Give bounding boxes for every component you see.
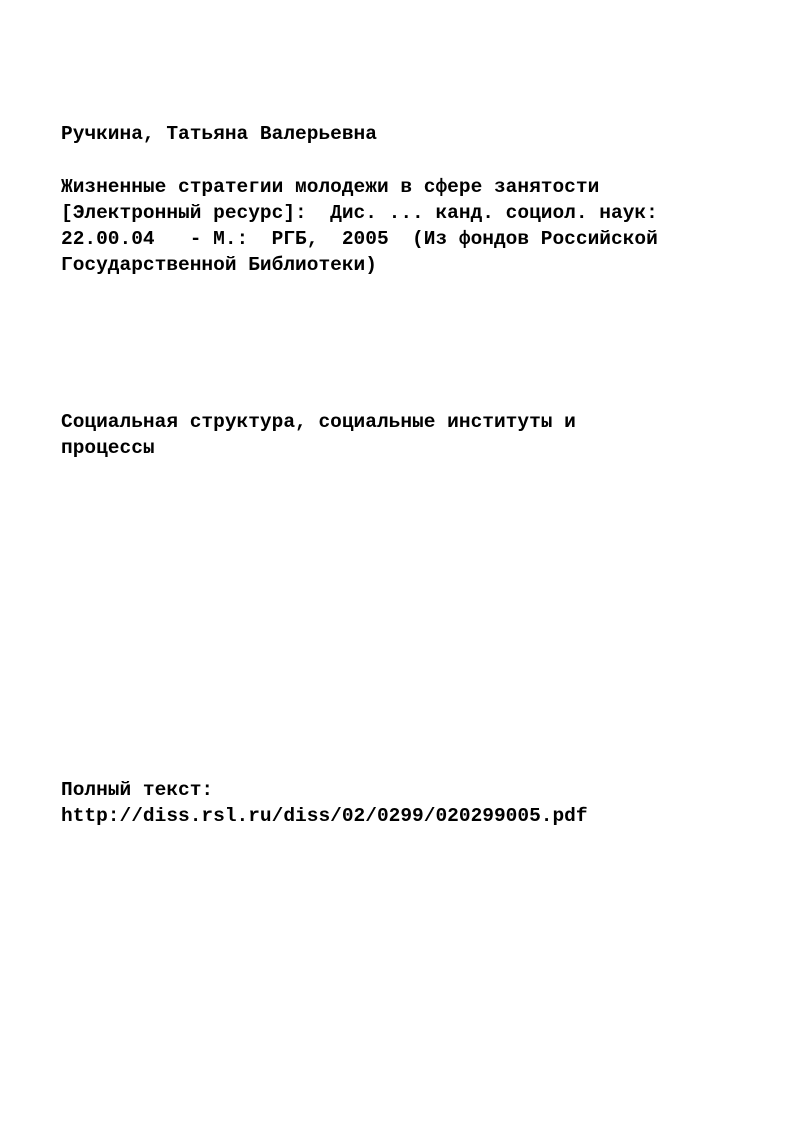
author-name [61, 121, 761, 147]
title-line: [Электронный ресурс]: Дис. ... канд. социол. наук: [61, 202, 658, 224]
bibliographic-description [61, 174, 761, 278]
subject-heading [61, 409, 761, 461]
subject-line: Социальная структура, социальные институты и [61, 411, 576, 433]
title-line: 22.00.04 - М.: РГБ, 2005 (Из фондов Российской [61, 228, 658, 250]
title-line: Жизненные стратегии молодежи в сфере занятости [61, 176, 600, 198]
author-line: Ручкина, Татьяна Валерьевна [61, 123, 377, 145]
full-text-url[interactable]: http://diss.rsl.ru/diss/02/0299/020299005.pdf [61, 805, 588, 827]
subject-line: процессы [61, 437, 155, 459]
full-text-section [61, 777, 761, 829]
title-line: Государственной Библиотеки) [61, 254, 377, 276]
full-text-label: Полный текст: [61, 779, 214, 801]
